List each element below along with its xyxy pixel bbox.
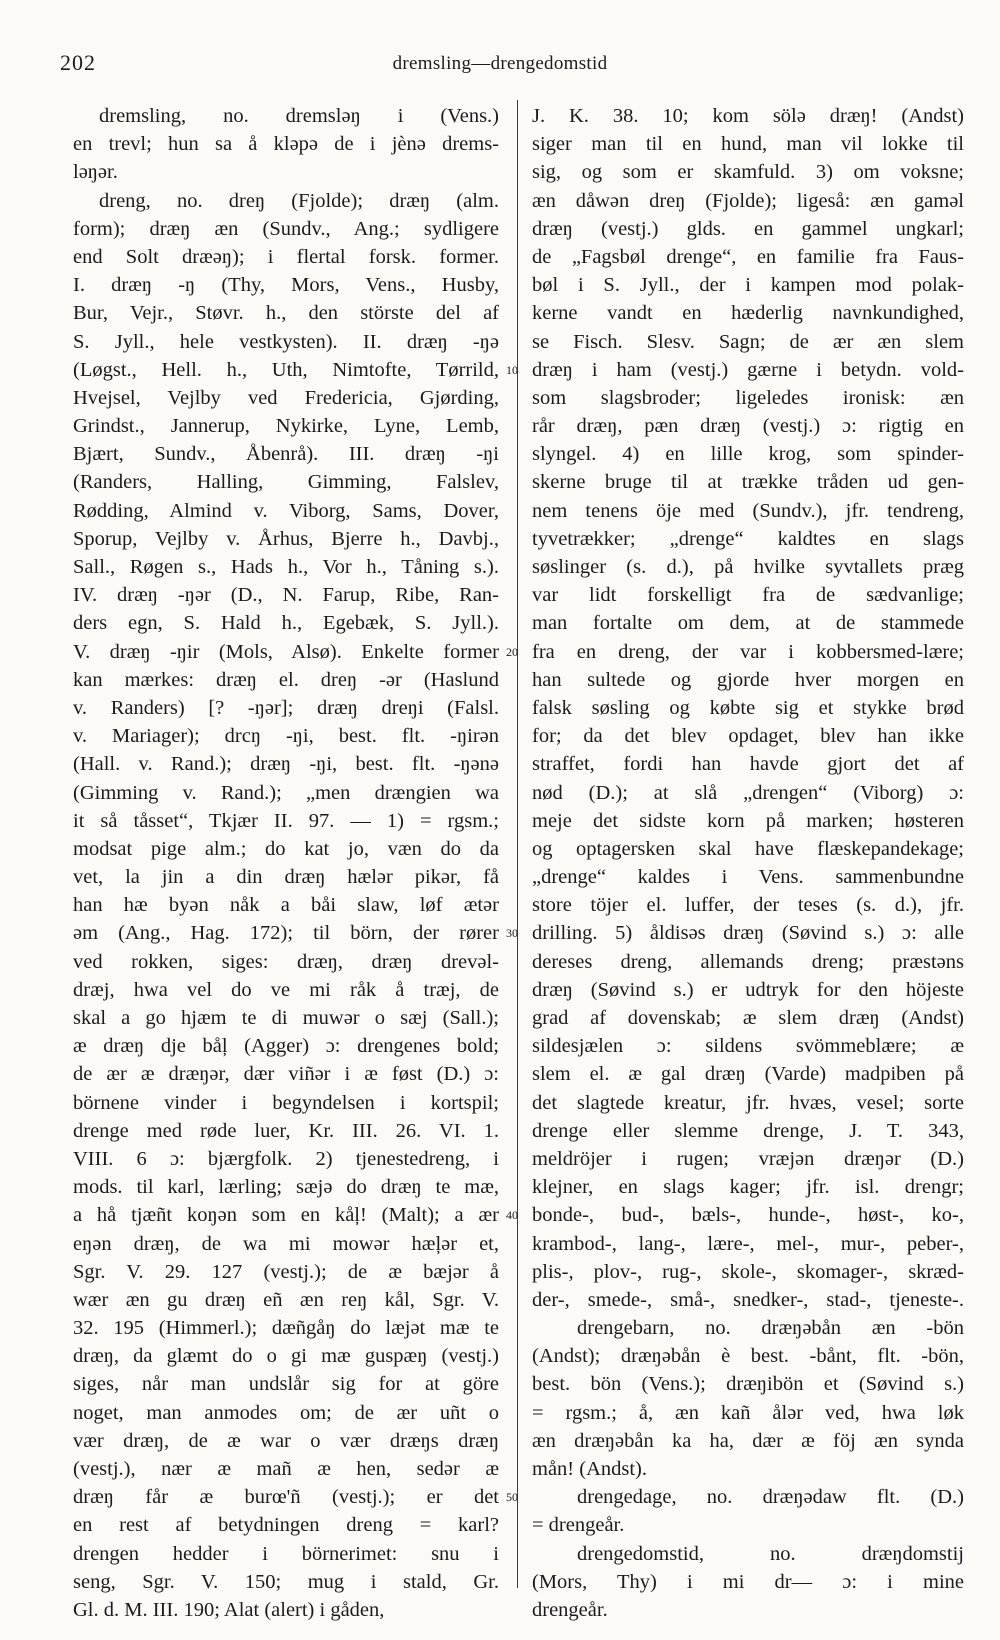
line-text: (Mors, Thy) i mi dr— ɔ: i mine [532,1570,964,1593]
left-column [73,102,499,1624]
right-column-line [532,1032,964,1060]
left-column-line [73,130,499,158]
right-column-line [532,384,964,412]
line-text: drengen hedder i börnerimet: snu i [73,1542,499,1565]
right-column-line [532,807,964,835]
line-text: vet, la jin a din dræŋ hælər pikər, få [73,866,499,889]
line-text: store töjer el. luffer, der teses (s. d.), jfr. [532,894,964,917]
left-column-line [73,1511,499,1539]
left-column-line [73,1540,499,1568]
left-column-line [73,1173,499,1201]
line-text: modsat pige alm.; do kat jo, væn do da [73,837,499,860]
line-text: dræŋ i ham (vestj.) gærne i betydn. vold- [532,358,964,381]
left-column-line [73,243,499,271]
line-text: æn dåwən dreŋ (Fjolde); ligeså: æn gaməl [532,189,964,212]
line-text: drenge med røde luer, Kr. III. 26. VI. 1. [73,1119,499,1142]
line-text: tyvetrækker; „drenge“ kaldtes en slags [532,527,964,550]
line-text: I. dræŋ -ŋ (Thy, Mors, Vens., Husby, [73,274,499,297]
left-column-line [73,1230,499,1258]
left-column-line [73,187,499,215]
line-text: ləŋər. [73,161,118,184]
right-column-line [506,638,964,666]
line-number: 10 [506,362,518,377]
right-column-line [532,976,964,1004]
line-text: eŋən dræŋ, de wa mi mowər hæļər et, [73,1232,499,1255]
right-column-line [532,1060,964,1088]
line-text: det slagtede kreatur, jfr. hvæs, vesel; sorte [532,1091,964,1114]
right-column-line [532,243,964,271]
left-column-line [73,1399,499,1427]
line-text: meje det sidste korn på marken; høsteren [532,809,964,832]
right-column-line [532,299,964,327]
line-text: æn dræŋəbån ka ha, dær æ föj æn synda [532,1429,964,1452]
right-column-line [532,863,964,891]
left-column-line [73,497,499,525]
left-column-line [73,1370,499,1398]
left-column-line [73,1004,499,1032]
left-column-line [73,638,499,666]
line-text: Gl. d. M. III. 190; Alat (alert) i gåden, [73,1598,385,1621]
left-column-line [73,666,499,694]
line-text: Sall., Røgen s., Hads h., Vor h., Tåning s.). [73,556,499,578]
right-column-line [532,328,964,356]
left-column-line [73,1342,499,1370]
line-text: plis-, plov-, rug-, skole-, skomager-, skræd- [532,1260,964,1283]
line-text: drengebarn, no. dræŋəbån æn -bön [577,1317,964,1340]
line-text: a hå tjæñt koŋən som en kåļ! (Malt); a ær [73,1204,499,1227]
line-text: Sgr. V. 29. 127 (vestj.); de æ bæjər å [73,1260,499,1283]
line-text: drengeår. [532,1598,608,1621]
line-text: Bjært, Sundv., Åbenrå). III. dræŋ -ŋi [73,443,499,466]
line-text: siges, når man undslår sig for at göre [73,1373,499,1396]
line-text: S. Jyll., hele vestkysten). II. dræŋ -ŋə [73,330,499,353]
right-column-line [532,1314,964,1342]
right-column-line [532,525,964,553]
left-column-line [73,1596,499,1624]
line-text: it så tåsset“, Tkjær II. 97. — 1) = rgsm.; [73,809,499,832]
line-text: form); dræŋ æn (Sundv., Ang.; sydligere [73,217,499,240]
right-column-line [532,1511,964,1539]
left-column-line [73,779,499,807]
line-text: ved rokken, siges: dræŋ, dræŋ drevəl- [73,950,499,973]
right-column-line [532,1004,964,1032]
line-text: kerne vandt en hæderlig navnkundighed, [532,302,964,325]
left-column-line [73,271,499,299]
left-column-line [73,609,499,637]
left-column-line [73,102,499,130]
right-column-line [506,1483,964,1511]
line-text: sig, og som er skamfuld. 3) om voksne; [532,161,964,184]
right-column-line [532,1145,964,1173]
line-text: v. Randers) [? -ŋər]; dræŋ dreŋi (Falsl. [73,696,499,719]
left-column-line [73,1060,499,1088]
line-text: drengedomstid, no. dræŋdomstij [577,1542,964,1565]
left-column-line [73,215,499,243]
line-text: dræŋ, da glæmt do o gi mæ guspæŋ (vestj.) [73,1345,499,1368]
line-text: əm (Ang., Hag. 172); til börn, der rører [73,922,499,945]
left-column-line [73,1089,499,1117]
line-text: drilling. 5) åldisəs dræŋ (Søvind s.) ɔ: alle [532,922,964,945]
line-text: ders egn, S. Hald h., Egebæk, S. Jyll.). [73,612,499,635]
line-text: bøl i S. Jyll., der i kampen mod polak- [532,274,964,297]
left-column-line [73,1032,499,1060]
line-text: = rgsm.; å, æn kañ ålər ved, hwa løk [532,1401,964,1424]
left-column-line [73,694,499,722]
right-column-line [532,553,964,581]
right-column-line [532,1427,964,1455]
left-column-line [73,863,499,891]
line-text: fra en dreng, der var i kobbersmed-lære; [532,640,964,663]
right-column-line [532,440,964,468]
right-column-line [532,1230,964,1258]
line-text: Sporup, Vejlby v. Århus, Bjerre h., Davbj., [73,527,499,550]
right-column [506,102,964,1624]
line-text: falsk søsling og købte sig et stykke brød [532,696,964,719]
right-column-line [532,130,964,158]
right-column-line [532,581,964,609]
line-text: han hæ byən nåk a båi slaw, løf ætər [73,894,499,917]
line-text: en trevl; hun sa å kləpə de i jènə drems- [73,133,499,156]
left-column-line [73,1455,499,1483]
line-text: man fortalte om dem, at de stammede [532,612,964,635]
right-column-line [532,412,964,440]
right-column-line [532,1342,964,1370]
right-column-line [532,779,964,807]
line-text: (Hall. v. Rand.); dræŋ -ŋi, best. flt. -ŋənə [73,753,499,776]
line-text: søslinger (s. d.), på hvilke syvtallets præg [532,556,964,578]
line-text: de „Fagsbøl drenge“, en familie fra Faus- [532,245,964,268]
left-column-line [73,948,499,976]
line-text: seng, Sgr. V. 150; mug i stald, Gr. [73,1570,499,1593]
line-text: wær æn gu dræŋ eñ æn reŋ kål, Sgr. V. [73,1288,499,1311]
line-text: han sultede og gjorde hver morgen en [532,668,964,691]
right-column-line [532,609,964,637]
left-column-line [73,299,499,327]
left-column-line [73,1117,499,1145]
line-text: mods. til karl, lærling; sæjə do dræŋ te mæ, [73,1176,499,1199]
line-text: dræŋ får æ burœ'ñ (vestj.); er det [73,1486,499,1509]
right-column-line [532,722,964,750]
line-text: Hvejsel, Vejlby ved Fredericia, Gjørding, [73,386,499,409]
right-column-line [532,666,964,694]
line-text: rår dræŋ, pæn dræŋ (vestj.) ɔ: rigtig en [532,415,964,438]
left-column-line [73,1286,499,1314]
line-text: dreng, no. dreŋ (Fjolde); dræŋ (alm. [99,189,499,212]
line-text: end Solt dræəŋ); i flertal forsk. former. [73,245,499,268]
left-column-line [73,835,499,863]
line-text: slem el. æ gal dræŋ (Varde) madpiben på [532,1063,964,1086]
line-text: skerne bruge til at trække tråden ud gen- [532,471,964,494]
left-column-line [73,412,499,440]
line-text: nød (D.); at slå „drengen“ (Viborg) ɔ: [532,781,964,804]
left-column-line [73,328,499,356]
right-column-line [532,1540,964,1568]
line-text: dereses dreng, allemands dreng; præstəns [532,950,964,973]
line-text: kan mærkes: dræŋ el. dreŋ -ər (Haslund [73,668,499,691]
line-text: der-, smede-, små-, snedker-, stad-, tjeneste-. [532,1288,964,1311]
left-column-line [73,750,499,778]
line-text: drengedage, no. dræŋədaw flt. (D.) [577,1486,964,1509]
right-column-line [506,919,964,947]
left-column-line [73,1201,499,1229]
right-column-line [532,497,964,525]
right-column-line [532,1370,964,1398]
running-head: dremsling—drengedomstid [392,53,608,74]
left-column-line [73,807,499,835]
left-column-line [73,1145,499,1173]
right-column-line [532,1596,964,1624]
page-number: 202 [60,50,96,75]
line-text: Grindst., Jannerup, Nykirke, Lyne, Lemb, [73,415,499,438]
line-text: 32. 195 (Himmerl.); dæñgåŋ do læjət mæ te [73,1317,499,1340]
left-column-line [73,722,499,750]
line-text: dremsling, no. dremsləŋ i (Vens.) [99,105,499,127]
right-column-line [532,102,964,130]
line-text: de ær æ dræŋər, dær viñər i æ føst (D.) ɔ: [73,1063,499,1086]
line-text: VIII. 6 ɔ: bjærgfolk. 2) tjenestedreng, i [73,1147,499,1170]
line-text: vær dræŋ, de æ war o vær dræŋs dræŋ [73,1429,499,1452]
line-text: IV. dræŋ -ŋər (D., N. Farup, Ribe, Ran- [73,584,499,607]
left-column-line [73,1568,499,1596]
left-column-line [73,976,499,1004]
right-column-line [532,750,964,778]
line-number: 30 [506,926,518,941]
right-column-line [532,1173,964,1201]
line-text: drenge eller slemme drenge, J. T. 343, [532,1119,964,1142]
line-text: skal a go hjæm te di muwər o sæj (Sall.); [73,1007,499,1029]
column-divider [517,100,518,1588]
line-text: (Løgst., Hell. h., Uth, Nimtofte, Tørrild, [73,358,499,381]
line-text: J. K. 38. 10; kom sölə dræŋ! (Andst) [532,105,964,127]
line-text: siger man til en hund, man vil lokke til [532,133,964,156]
left-column-line [73,919,499,947]
line-text: Bur, Vejr., Støvr. h., den störste del af [73,302,499,325]
right-column-line [532,1089,964,1117]
right-column-line [532,215,964,243]
line-text: v. Mariager); drcŋ -ŋi, best. flt. -ŋirən [73,725,499,748]
line-text: Rødding, Almind v. Viborg, Sams, Dover, [73,499,499,522]
right-column-line [532,835,964,863]
line-text: best. bön (Vens.); dræŋibön et (Søvind s.) [532,1373,964,1396]
right-column-line [532,468,964,496]
line-text: krambod-, lang-, lære-, mel-, mur-, peber-, [532,1232,964,1255]
left-column-line [73,1483,499,1511]
right-column-line [532,1258,964,1286]
line-number: 50 [506,1490,518,1505]
right-column-line [532,694,964,722]
left-column-line [73,440,499,468]
right-column-line [506,1201,964,1229]
line-text: dræŋ (vestj.) glds. en gammel ungkarl; [532,217,964,240]
line-text: dræŋ (Søvind s.) er udtryk for den höjeste [532,978,964,1001]
line-text: som slagsbroder; ligeledes ironisk: æn [532,386,964,409]
line-text: se Fisch. Slesv. Sagn; de ær æn slem [532,330,964,353]
left-column-line [73,158,499,186]
line-text: mån! (Andst). [532,1458,648,1480]
left-column-line [73,468,499,496]
line-text: en rest af betydningen dreng = karl? [73,1514,499,1537]
line-text: dræj, hwa vel do ve mi råk å træj, de [73,978,499,1001]
right-column-line [532,1399,964,1427]
left-column-line [73,356,499,384]
line-text: noget, man anmodes om; de ær uñt o [73,1401,499,1424]
right-column-line [532,948,964,976]
line-text: grad af dovenskab; æ slem dræŋ (Andst) [532,1007,964,1029]
line-text: slyngel. 4) en lille krog, som spinder- [532,443,964,466]
line-text: nem tenens öje med (Sundv.), jfr. tendreng, [532,499,964,522]
line-text: (Andst); dræŋəbån è best. -bånt, flt. -bön, [532,1345,964,1368]
right-column-line [532,1455,964,1483]
line-number: 40 [506,1208,518,1223]
left-column-line [73,553,499,581]
right-column-line [532,158,964,186]
line-text: = drengeår. [532,1514,625,1537]
left-column-line [73,1314,499,1342]
line-text: bonde-, bud-, bæls-, hunde-, høst-, ko-, [532,1204,964,1227]
line-text: klejner, en slags kager; jfr. isl. drengr; [532,1176,964,1199]
left-column-line [73,891,499,919]
line-text: var lidt forskelligt fra de sædvanlige; [532,584,964,607]
line-text: straffet, fordi han havde gjort det af [532,753,964,776]
line-text: æ dræŋ dje båļ (Agger) ɔ: drengenes bold; [73,1035,499,1058]
left-column-line [73,1427,499,1455]
left-column-line [73,384,499,412]
left-column-line [73,581,499,609]
right-column-line [532,1286,964,1314]
right-column-line [532,1117,964,1145]
line-text: V. dræŋ -ŋir (Mols, Alsø). Enkelte former [73,640,499,663]
line-text: „drenge“ kaldes i Vens. sammenbundne [532,866,964,889]
left-column-line [73,525,499,553]
line-text: (Gimming v. Rand.); „men drængien wa [73,781,499,804]
line-text: meldröjer i rugen; vræjən dræŋər (D.) [532,1147,964,1170]
line-text: sildesjælen ɔ: sildens svömmeblære; æ [532,1035,964,1058]
line-number: 20 [506,644,518,659]
line-text: for; da det blev opdaget, blev han ikke [532,725,964,748]
line-text: börnene vinder i begyndelsen i kortspil; [73,1091,499,1114]
line-text: (Randers, Halling, Gimming, Falslev, [73,471,499,494]
right-column-line [532,891,964,919]
left-column-line [73,1258,499,1286]
right-column-line [532,271,964,299]
right-column-line [532,187,964,215]
line-text: (vestj.), nær æ mañ æ hen, sedər æ [73,1458,499,1480]
line-text: og optagersken skal have flæskepandekage; [532,837,964,860]
right-column-line [532,1568,964,1596]
right-column-line [506,356,964,384]
